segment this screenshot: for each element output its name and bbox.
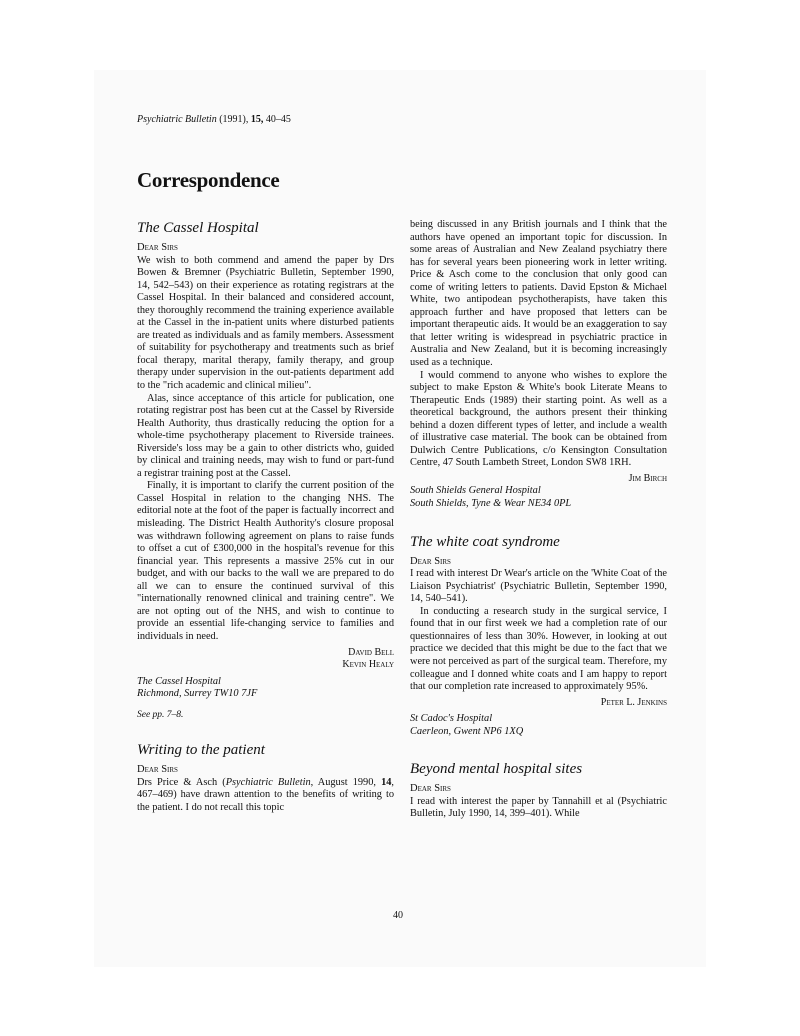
paragraph: I read with interest the paper by Tannahill et al (Psychiatric Bulletin, July 1990, 14, 399–401). While	[410, 795, 667, 820]
article-title: The Cassel Hospital	[137, 220, 259, 236]
salutation: Dear Sirs	[410, 555, 451, 567]
author-address: The Cassel Hospital Richmond, Surrey TW10 7JF	[137, 675, 258, 700]
signatory: Kevin Healy	[342, 659, 394, 671]
article-title: Beyond mental hospital sites	[410, 761, 583, 778]
paragraph: In conducting a research study in the surgical service, I found that in our first week we had a completion rate of our questionnaires of less than 30%. However, in looking at out practice we decided that this might be due to the fact that we were not perceived as part of the surgical team. Therefore, my colleague and I donned white coats and I am happy to report that our completion rate increased to approximately 95%.	[410, 605, 667, 693]
section-title: Correspondence	[137, 168, 280, 192]
page-number: 40	[393, 910, 403, 921]
paragraph: Finally, it is important to clarify the current position of the Cassel Hospital in relation to the changing NHS. The editorial note at the foot of the paper is factually incorrect and misleading. The District Health Authority's closure proposal was withdrawn following agreement on plans to raise funds to offset a cut of £300,000 in the hospital's revenue for this financial year. This represents a massive 25% cut in our budget, and with our backs to the wall we are prepared to do all we can to ensure the continued survival of this "internationally renowned clinical and training centre". We are not opting out of the NHS, and wish to continue to provide an essential life-changing service to families and individuals in need.	[137, 480, 394, 642]
signatory: David Bell	[348, 646, 394, 658]
author-address: South Shields General Hospital South Shields, Tyne & Wear NE34 0PL	[410, 485, 572, 510]
right-column	[410, 219, 667, 821]
paragraph: I would commend to anyone who wishes to explore the subject to make Epston & White's book Literate Means to Therapeutic Ends (1989) their starting point. As well as a theoretical background, the authors present their thinking behind a dozen different types of letter, and include a wealth of illustrative case material. The book can be obtained from Dulwich Centre Publications, c/o Kensington Consultation Centre, 47 South Lambeth Street, London SW8 1RH.	[410, 369, 667, 469]
paragraph-continued: being discussed in any British journals and I think that the authors have opened an important topic for discussion. In some areas of Australian and New Zealand psychiatry there has for several years been pioneering work in letter writing. Price & Asch come to the conclusion that only good can come of writing letters to patients. David Epston & Michael White, two antipodean psychotherapists, have taken this approach further and have proposed that letters can be important therapeutic aids. It would be an exaggeration to say that letter writing is widespread in psychiatric practice in Australia and New Zealand, but it is becoming increasingly used as a technique.	[410, 219, 667, 369]
article-cassel-hospital	[137, 219, 394, 721]
running-head: Psychiatric Bulletin (1991), 15, 40–45	[137, 114, 291, 125]
left-column	[137, 219, 394, 814]
see-also-note: See pp. 7–8.	[137, 709, 184, 720]
article-white-coat-syndrome	[410, 533, 667, 739]
article-beyond-mental-hospital-sites	[410, 760, 667, 821]
salutation: Dear Sirs	[410, 783, 451, 795]
paragraph: Drs Price & Asch (Psychiatric Bulletin, August 1990, 14, 467–469) have drawn attention to the benefits of writing to the patient. I do not recall this topic	[137, 776, 394, 813]
article-title: Writing to the patient	[137, 742, 265, 759]
article-title: The white coat syndrome	[410, 533, 560, 550]
paragraph: I read with interest Dr Wear's article on the 'White Coat of the Liaison Psychiatrist' (Psychiatric Bulletin, September 1990, 14, 540–541).	[410, 568, 667, 605]
signatory: Jim Birch	[628, 472, 667, 484]
salutation: Dear Sirs	[137, 242, 178, 253]
salutation: Dear Sirs	[137, 764, 178, 776]
paragraph: Alas, since acceptance of this article for publication, one rotating registrar post has been cut at the Cassel by Riverside Health Authority, thus drastically reducing the option for a whole-time psychotherapy placement to Riverside trainees. Riverside's loss may be a gain to other districts who, guided by clinical and training needs, may wish to fund or part-fund a registrar training post at the Cassel.	[137, 392, 394, 479]
article-writing-to-patient	[137, 741, 394, 814]
signatory: Peter L. Jenkins	[600, 696, 667, 708]
author-address: St Cadoc's Hospital Caerleon, Gwent NP6 1XQ	[410, 713, 524, 737]
paragraph: We wish to both commend and amend the paper by Drs Bowen & Bremner (Psychiatric Bulletin, September 1990, 14, 542–543) on their experience as rotating registrars at the Cassel Hospital. In their balanced and considered account, they thoroughly recommend the training experience available at the Cassel in the in-patient units where disturbed patients are treated as individuals and as family members. Assessment of suitability for psychotherapy and treatments such as brief focal therapy, marital therapy, family therapy, and group therapy under supervision in the out-patients department add to the "rich academic and clinical milieu".	[137, 254, 394, 392]
